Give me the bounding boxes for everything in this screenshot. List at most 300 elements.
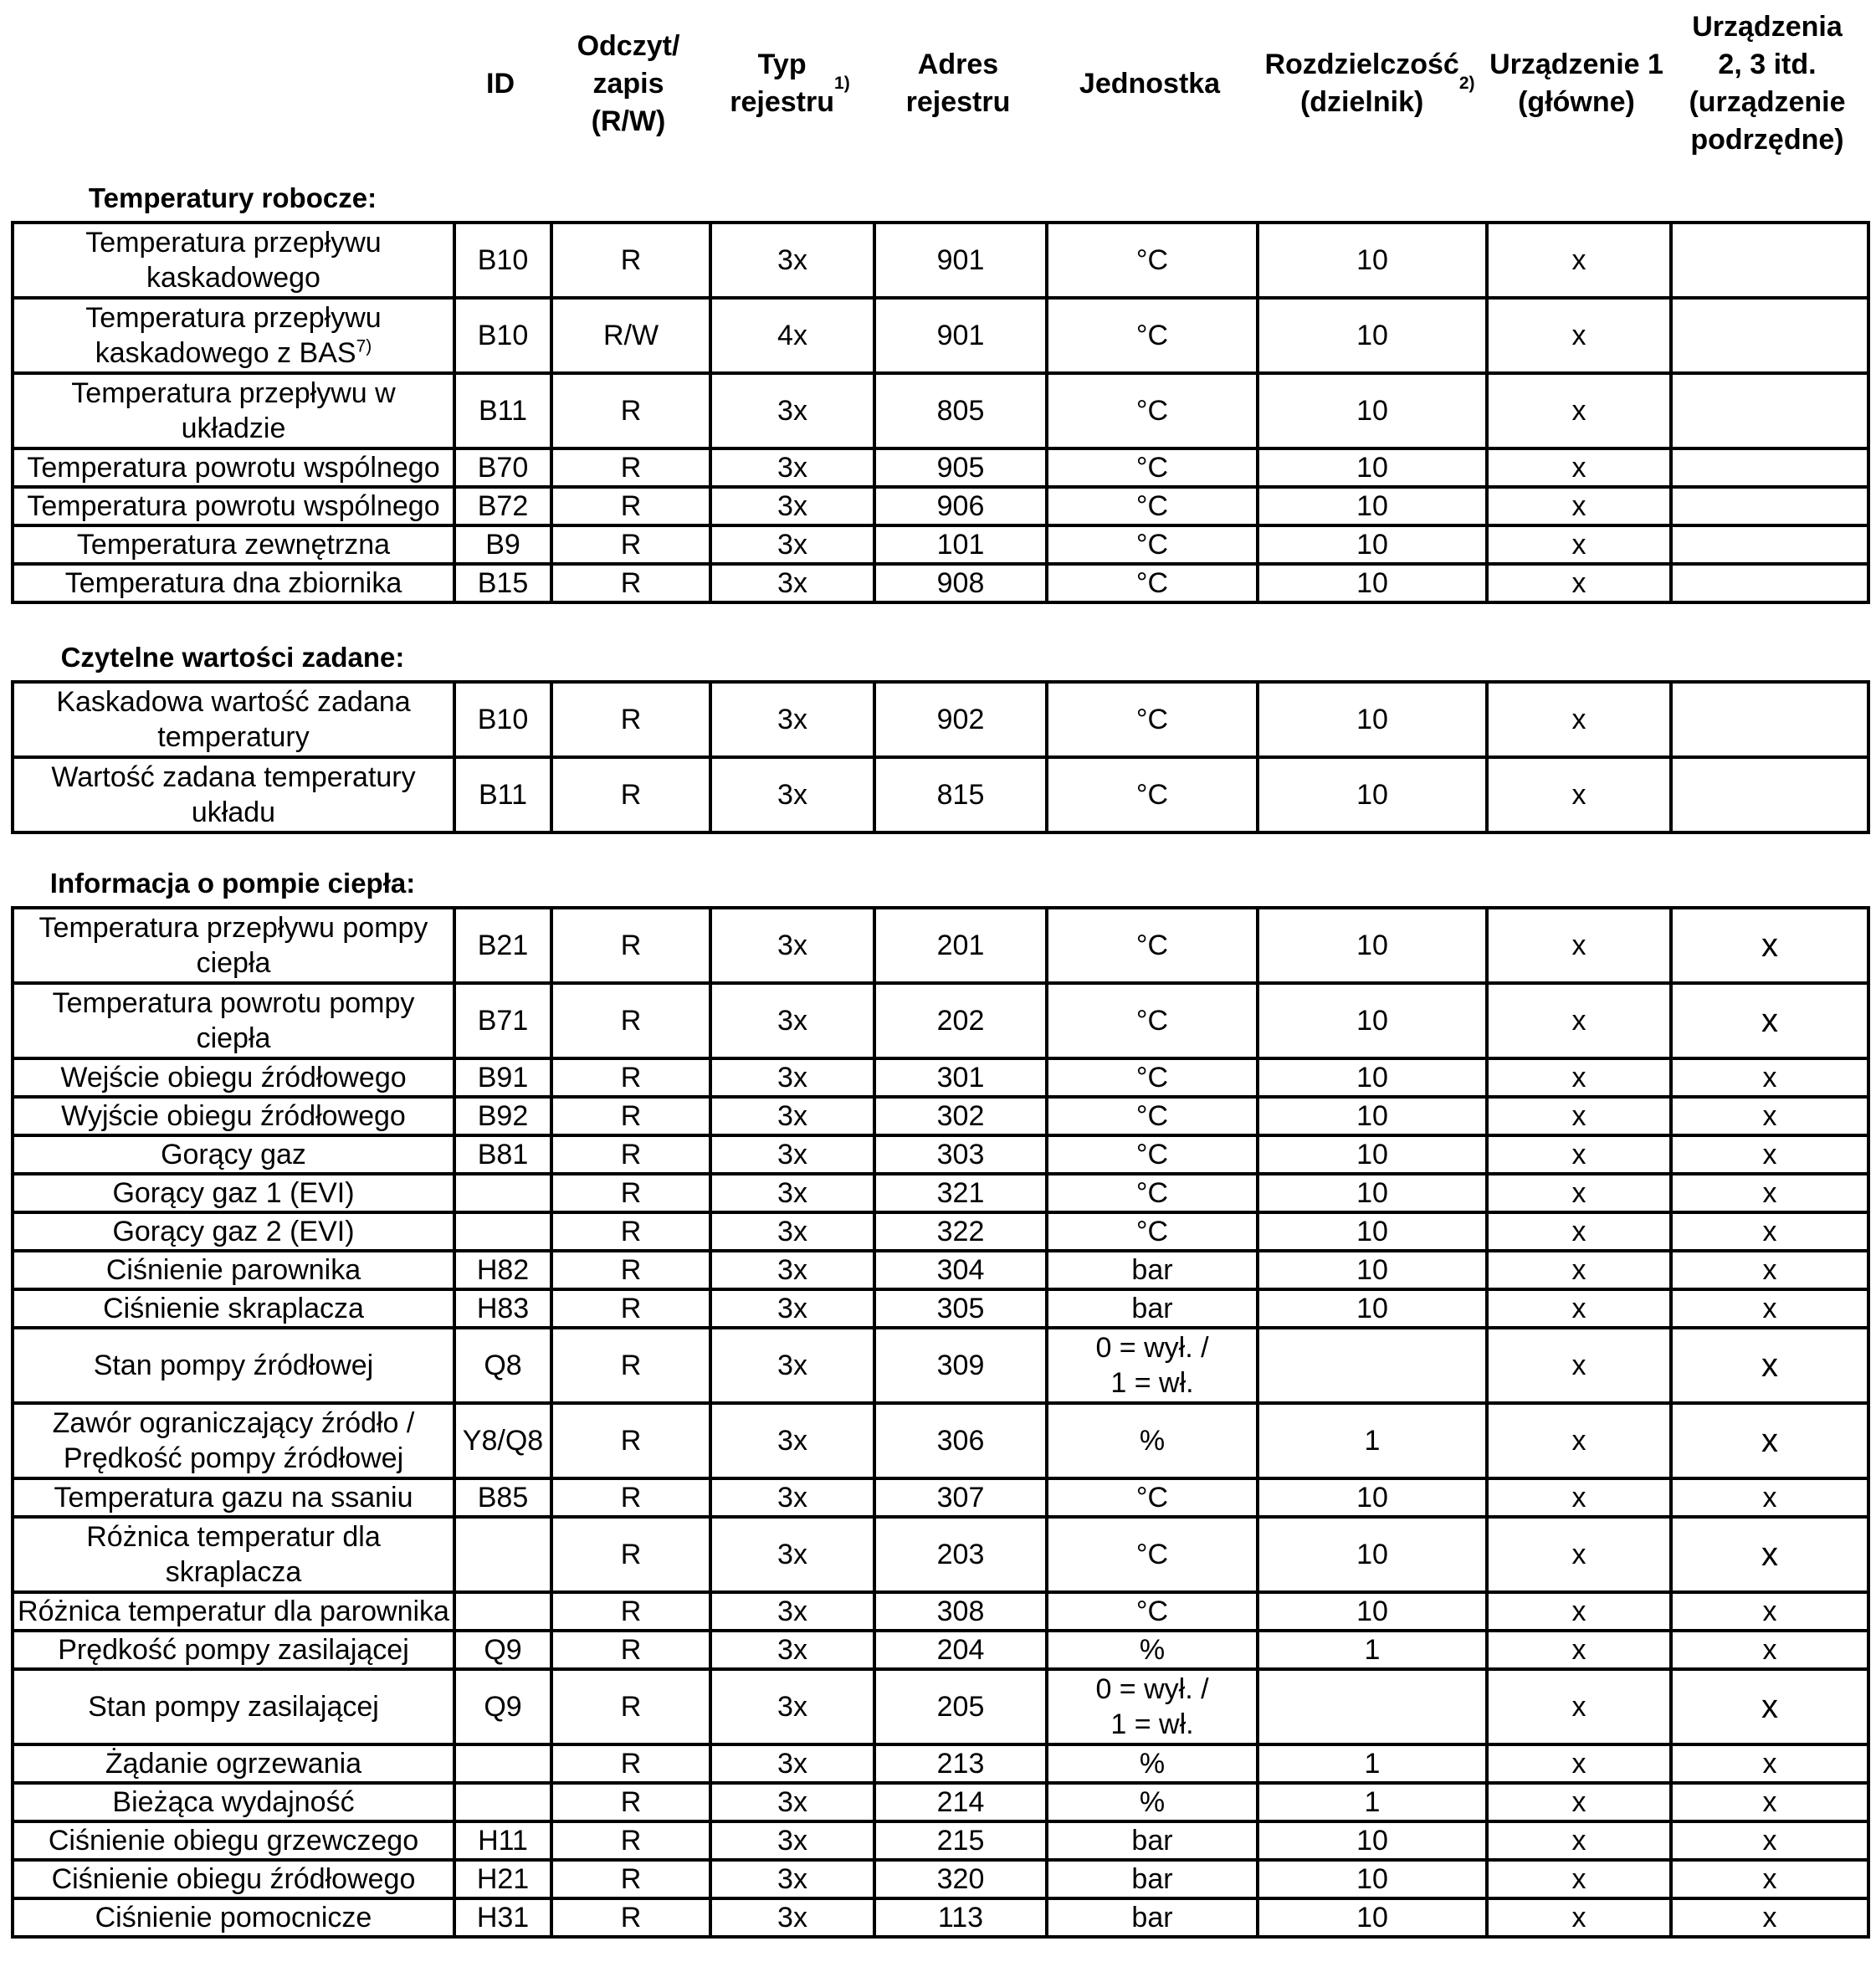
resolution-cell: 10 — [1258, 1860, 1487, 1898]
device-2-cell — [1671, 298, 1868, 373]
device-2-cell: x — [1671, 1669, 1868, 1744]
id-cell: B10 — [454, 223, 551, 298]
table-row — [13, 908, 1868, 983]
rw-cell: R — [551, 525, 710, 564]
parameter-name-cell — [13, 1783, 454, 1821]
parameter-name-cell — [13, 1517, 454, 1592]
register-address-cell: 306 — [874, 1403, 1047, 1478]
rw-cell: R — [551, 1478, 710, 1517]
id-cell: B70 — [454, 448, 551, 487]
parameter-name-cell — [13, 1744, 454, 1783]
id-cell: H21 — [454, 1860, 551, 1898]
header-rw: Odczyt/ zapis (R/W) — [577, 29, 680, 137]
parameter-name-cell — [13, 223, 454, 298]
resolution-cell: 10 — [1258, 1097, 1487, 1135]
device-1-cell: x — [1487, 1631, 1671, 1669]
id-cell — [454, 1517, 551, 1592]
resolution-cell: 10 — [1258, 448, 1487, 487]
device-1-cell: x — [1487, 1289, 1671, 1328]
resolution-cell: 10 — [1258, 223, 1487, 298]
resolution-cell — [1258, 1328, 1487, 1403]
parameter-name: Ciśnienie obiegu grzewczego — [48, 1825, 419, 1857]
id-cell — [454, 1783, 551, 1821]
register-type-cell: 3x — [710, 1592, 874, 1631]
id-cell — [454, 1212, 551, 1251]
unit-cell: °C — [1047, 525, 1258, 564]
rw-cell: R/W — [551, 298, 710, 373]
parameter-name-cell — [13, 757, 454, 832]
register-type-cell: 3x — [710, 373, 874, 448]
device-2-cell: x — [1671, 1783, 1868, 1821]
device-1-cell: x — [1487, 983, 1671, 1058]
parameter-name-cell — [13, 1212, 454, 1251]
table-row — [13, 1328, 1868, 1403]
resolution-cell: 1 — [1258, 1631, 1487, 1669]
table-row — [13, 1517, 1868, 1592]
table-row — [13, 682, 1868, 757]
register-address-cell: 201 — [874, 908, 1047, 983]
register-type-cell: 3x — [710, 1898, 874, 1937]
register-type-cell: 3x — [710, 1289, 874, 1328]
device-1-cell: x — [1487, 1898, 1671, 1937]
device-2-cell — [1671, 757, 1868, 832]
unit-cell: °C — [1047, 682, 1258, 757]
parameter-name: Temperatura przepływu pompy ciepła — [38, 912, 428, 979]
parameter-name: Temperatura zewnętrzna — [76, 529, 391, 561]
table-row — [13, 525, 1868, 564]
id-cell — [454, 1174, 551, 1212]
table-row — [13, 564, 1868, 602]
table-row — [13, 1860, 1868, 1898]
device-1-cell: x — [1487, 682, 1671, 757]
table-row — [13, 373, 1868, 448]
parameter-name: Ciśnienie pomocnicze — [95, 1902, 372, 1934]
rw-cell: R — [551, 1403, 710, 1478]
rw-cell: R — [551, 223, 710, 298]
table-row — [13, 1783, 1868, 1821]
id-cell: B92 — [454, 1097, 551, 1135]
parameter-name: Wyjście obiegu źródłowego — [61, 1100, 406, 1132]
register-type-cell: 3x — [710, 1783, 874, 1821]
parameter-name-cell — [13, 1097, 454, 1135]
register-address-cell: 304 — [874, 1251, 1047, 1289]
register-address-cell: 815 — [874, 757, 1047, 832]
id-cell: B72 — [454, 487, 551, 525]
rw-cell: R — [551, 487, 710, 525]
parameter-name: Kaskadowa wartość zadana temperatury — [56, 686, 411, 753]
device-2-cell — [1671, 223, 1868, 298]
rw-cell: R — [551, 1212, 710, 1251]
resolution-cell: 1 — [1258, 1403, 1487, 1478]
parameter-name: Temperatura dna zbiornika — [64, 567, 402, 599]
register-address-cell: 303 — [874, 1135, 1047, 1174]
table-row — [13, 1097, 1868, 1135]
register-address-cell: 302 — [874, 1097, 1047, 1135]
unit-cell: °C — [1047, 1097, 1258, 1135]
device-2-cell: x — [1671, 1478, 1868, 1517]
table-row — [13, 757, 1868, 832]
device-2-cell: x — [1671, 1289, 1868, 1328]
parameter-name-cell — [13, 298, 454, 373]
parameter-name-cell — [13, 1251, 454, 1289]
id-cell — [454, 1592, 551, 1631]
register-type-cell: 3x — [710, 757, 874, 832]
device-1-cell: x — [1487, 1097, 1671, 1135]
unit-cell: bar — [1047, 1860, 1258, 1898]
rw-cell: R — [551, 1517, 710, 1592]
footnote-ref: 7) — [356, 336, 372, 356]
table-row — [13, 1478, 1868, 1517]
device-2-cell: x — [1671, 1212, 1868, 1251]
device-2-cell — [1671, 448, 1868, 487]
table-row — [13, 1631, 1868, 1669]
register-type-cell: 3x — [710, 1860, 874, 1898]
register-address-cell: 902 — [874, 682, 1047, 757]
unit-cell: °C — [1047, 1135, 1258, 1174]
device-2-cell: x — [1671, 1097, 1868, 1135]
register-type-cell: 3x — [710, 1058, 874, 1097]
resolution-cell: 10 — [1258, 908, 1487, 983]
header-register-address: Adres rejestru — [905, 49, 1011, 118]
unit-cell: bar — [1047, 1898, 1258, 1937]
parameter-name: Gorący gaz 2 (EVI) — [112, 1216, 355, 1247]
unit-cell: % — [1047, 1403, 1258, 1478]
table-row — [13, 298, 1868, 373]
id-cell: H83 — [454, 1289, 551, 1328]
device-2-cell: x — [1671, 1744, 1868, 1783]
unit-cell: °C — [1047, 1517, 1258, 1592]
parameter-name: Ciśnienie obiegu źródłowego — [51, 1863, 416, 1895]
table-row — [13, 1251, 1868, 1289]
id-cell — [454, 1744, 551, 1783]
parameter-name: Żądanie ogrzewania — [105, 1748, 362, 1780]
device-1-cell: x — [1487, 1783, 1671, 1821]
register-type-cell: 3x — [710, 1631, 874, 1669]
device-1-cell: x — [1487, 1212, 1671, 1251]
parameter-name-cell — [13, 983, 454, 1058]
table-row — [13, 487, 1868, 525]
register-address-cell: 205 — [874, 1669, 1047, 1744]
header-unit: Jednostka — [1079, 67, 1221, 100]
device-1-cell: x — [1487, 525, 1671, 564]
resolution-cell: 10 — [1258, 1592, 1487, 1631]
parameter-name: Gorący gaz — [161, 1139, 306, 1170]
rw-cell: R — [551, 1328, 710, 1403]
unit-cell: % — [1047, 1631, 1258, 1669]
id-cell: B11 — [454, 373, 551, 448]
rw-cell: R — [551, 1821, 710, 1860]
parameter-name: Temperatura gazu na ssaniu — [54, 1482, 413, 1514]
header-resolution: Rozdzielczość (dzielnik) 2) — [1255, 0, 1484, 167]
parameter-name: Wejście obiegu źródłowego — [60, 1062, 407, 1094]
device-1-cell: x — [1487, 564, 1671, 602]
table-row — [13, 1669, 1868, 1744]
register-address-cell: 203 — [874, 1517, 1047, 1592]
header-device-2: Urządzenia 2, 3 itd. (urządzenie podrzędne) — [1689, 11, 1846, 156]
device-2-cell — [1671, 682, 1868, 757]
resolution-cell: 10 — [1258, 373, 1487, 448]
register-table — [11, 906, 1870, 1939]
resolution-cell: 1 — [1258, 1744, 1487, 1783]
table-row — [13, 1174, 1868, 1212]
resolution-cell: 10 — [1258, 1251, 1487, 1289]
parameter-name-cell — [13, 1860, 454, 1898]
resolution-cell: 10 — [1258, 1212, 1487, 1251]
id-cell: B71 — [454, 983, 551, 1058]
device-2-cell: x — [1671, 983, 1868, 1058]
id-cell: B15 — [454, 564, 551, 602]
parameter-name-cell — [13, 1898, 454, 1937]
rw-cell: R — [551, 682, 710, 757]
table-row — [13, 1821, 1868, 1860]
device-1-cell: x — [1487, 1328, 1671, 1403]
device-1-cell: x — [1487, 373, 1671, 448]
device-2-cell: x — [1671, 1592, 1868, 1631]
device-2-cell: x — [1671, 908, 1868, 983]
device-1-cell: x — [1487, 1135, 1671, 1174]
resolution-cell: 10 — [1258, 682, 1487, 757]
device-2-cell — [1671, 525, 1868, 564]
resolution-cell: 10 — [1258, 564, 1487, 602]
register-type-cell: 3x — [710, 1212, 874, 1251]
device-1-cell: x — [1487, 1174, 1671, 1212]
register-address-cell: 214 — [874, 1783, 1047, 1821]
rw-cell: R — [551, 1631, 710, 1669]
register-address-cell: 213 — [874, 1744, 1047, 1783]
parameter-name: Temperatura przepływu kaskadowego — [85, 227, 382, 294]
header-register-type: Typ rejestru 1) — [708, 0, 872, 167]
device-1-cell: x — [1487, 1821, 1671, 1860]
resolution-cell: 10 — [1258, 1058, 1487, 1097]
register-address-cell: 101 — [874, 525, 1047, 564]
id-cell: B81 — [454, 1135, 551, 1174]
register-type-cell: 3x — [710, 682, 874, 757]
header-register-type-label: Typ rejestru — [730, 49, 835, 118]
parameter-name-cell — [13, 1403, 454, 1478]
register-type-cell: 3x — [710, 223, 874, 298]
register-type-cell: 3x — [710, 1174, 874, 1212]
register-address-cell: 320 — [874, 1860, 1047, 1898]
header-device-1: Urządzenie 1 (główne) — [1489, 49, 1663, 118]
register-table — [11, 221, 1870, 604]
register-address-cell: 321 — [874, 1174, 1047, 1212]
register-address-cell: 901 — [874, 298, 1047, 373]
rw-cell: R — [551, 1058, 710, 1097]
device-2-cell: x — [1671, 1135, 1868, 1174]
device-1-cell: x — [1487, 298, 1671, 373]
device-2-cell: x — [1671, 1821, 1868, 1860]
id-cell: Q8 — [454, 1328, 551, 1403]
section-title: Temperatury robocze: — [88, 182, 377, 213]
register-type-cell: 3x — [710, 1328, 874, 1403]
parameter-name: Temperatura powrotu wspólnego — [27, 452, 440, 484]
unit-cell: % — [1047, 1783, 1258, 1821]
device-2-cell — [1671, 487, 1868, 525]
register-type-cell: 3x — [710, 1669, 874, 1744]
rw-cell: R — [551, 1860, 710, 1898]
register-type-cell: 3x — [710, 1251, 874, 1289]
device-2-cell — [1671, 564, 1868, 602]
section-title: Informacja o pompie ciepła: — [49, 868, 416, 899]
parameter-name: Temperatura powrotu pompy ciepła — [52, 987, 415, 1054]
device-1-cell: x — [1487, 1478, 1671, 1517]
header-id: ID — [486, 67, 515, 100]
register-address-cell: 307 — [874, 1478, 1047, 1517]
unit-cell: °C — [1047, 1174, 1258, 1212]
rw-cell: R — [551, 1592, 710, 1631]
resolution-cell: 10 — [1258, 757, 1487, 832]
register-address-cell: 301 — [874, 1058, 1047, 1097]
parameter-name-cell — [13, 1631, 454, 1669]
device-2-cell: x — [1671, 1328, 1868, 1403]
rw-cell: R — [551, 1744, 710, 1783]
parameter-name: Różnica temperatur dla parownika — [18, 1596, 449, 1627]
unit-cell: °C — [1047, 983, 1258, 1058]
register-type-cell: 3x — [710, 1097, 874, 1135]
parameter-name-cell — [13, 1135, 454, 1174]
device-2-cell: x — [1671, 1058, 1868, 1097]
parameter-name-cell — [13, 908, 454, 983]
device-1-cell: x — [1487, 1860, 1671, 1898]
parameter-name: Temperatura powrotu wspólnego — [27, 490, 440, 522]
rw-cell: R — [551, 1289, 710, 1328]
parameter-name: Stan pompy źródłowej — [93, 1350, 374, 1381]
device-1-cell: x — [1487, 1251, 1671, 1289]
unit-cell: °C — [1047, 448, 1258, 487]
rw-cell: R — [551, 908, 710, 983]
device-1-cell: x — [1487, 448, 1671, 487]
unit-cell: °C — [1047, 487, 1258, 525]
register-address-cell: 305 — [874, 1289, 1047, 1328]
unit-cell: 0 = wył. / 1 = wł. — [1047, 1328, 1258, 1403]
register-type-cell: 4x — [710, 298, 874, 373]
rw-cell: R — [551, 1783, 710, 1821]
register-address-cell: 901 — [874, 223, 1047, 298]
table-row — [13, 223, 1868, 298]
device-2-cell: x — [1671, 1174, 1868, 1212]
resolution-cell: 10 — [1258, 1821, 1487, 1860]
resolution-cell: 10 — [1258, 1135, 1487, 1174]
register-address-cell: 204 — [874, 1631, 1047, 1669]
resolution-cell: 10 — [1258, 1174, 1487, 1212]
table-row — [13, 1592, 1868, 1631]
register-type-cell: 3x — [710, 1478, 874, 1517]
register-type-cell: 3x — [710, 1821, 874, 1860]
parameter-name-cell — [13, 525, 454, 564]
register-address-cell: 805 — [874, 373, 1047, 448]
unit-cell: °C — [1047, 908, 1258, 983]
unit-cell: °C — [1047, 1212, 1258, 1251]
device-1-cell: x — [1487, 1744, 1671, 1783]
register-address-cell: 905 — [874, 448, 1047, 487]
parameter-name-cell — [13, 1821, 454, 1860]
device-1-cell: x — [1487, 1669, 1671, 1744]
id-cell: B85 — [454, 1478, 551, 1517]
register-address-cell: 908 — [874, 564, 1047, 602]
resolution-cell: 10 — [1258, 525, 1487, 564]
id-cell: B10 — [454, 682, 551, 757]
parameter-name-cell — [13, 487, 454, 525]
register-type-cell: 3x — [710, 525, 874, 564]
register-type-cell: 3x — [710, 1135, 874, 1174]
device-1-cell: x — [1487, 223, 1671, 298]
table-row — [13, 1135, 1868, 1174]
rw-cell: R — [551, 1097, 710, 1135]
resolution-cell: 10 — [1258, 1289, 1487, 1328]
register-address-cell: 906 — [874, 487, 1047, 525]
id-cell: B91 — [454, 1058, 551, 1097]
table-row — [13, 1744, 1868, 1783]
table-row — [13, 1212, 1868, 1251]
register-type-cell: 3x — [710, 983, 874, 1058]
parameter-name: Bieżąca wydajność — [112, 1786, 355, 1818]
rw-cell: R — [551, 1251, 710, 1289]
unit-cell: °C — [1047, 298, 1258, 373]
device-2-cell: x — [1671, 1898, 1868, 1937]
parameter-name: Ciśnienie skraplacza — [103, 1293, 364, 1324]
id-cell: H82 — [454, 1251, 551, 1289]
unit-cell: % — [1047, 1744, 1258, 1783]
rw-cell: R — [551, 757, 710, 832]
unit-cell: °C — [1047, 223, 1258, 298]
parameter-name-cell — [13, 1478, 454, 1517]
device-2-cell — [1671, 373, 1868, 448]
unit-cell: °C — [1047, 373, 1258, 448]
table-row — [13, 1289, 1868, 1328]
device-2-cell: x — [1671, 1631, 1868, 1669]
table-row — [13, 448, 1868, 487]
parameter-name-cell — [13, 373, 454, 448]
device-1-cell: x — [1487, 1058, 1671, 1097]
unit-cell: bar — [1047, 1821, 1258, 1860]
device-2-cell: x — [1671, 1517, 1868, 1592]
parameter-name: Stan pompy zasilającej — [88, 1691, 379, 1723]
rw-cell: R — [551, 564, 710, 602]
device-1-cell: x — [1487, 487, 1671, 525]
register-type-cell: 3x — [710, 487, 874, 525]
register-address-cell: 215 — [874, 1821, 1047, 1860]
id-cell: B21 — [454, 908, 551, 983]
id-cell: Q9 — [454, 1631, 551, 1669]
header-resolution-label: Rozdzielczość (dzielnik) — [1264, 49, 1459, 118]
id-cell: B9 — [454, 525, 551, 564]
device-2-cell: x — [1671, 1403, 1868, 1478]
device-1-cell: x — [1487, 1592, 1671, 1631]
resolution-cell: 10 — [1258, 1898, 1487, 1937]
register-address-cell: 322 — [874, 1212, 1047, 1251]
parameter-name-cell — [13, 1174, 454, 1212]
register-type-cell: 3x — [710, 448, 874, 487]
parameter-name: Temperatura przepływu w układzie — [71, 377, 396, 444]
table-row — [13, 983, 1868, 1058]
parameter-name: Prędkość pompy zasilającej — [58, 1634, 409, 1666]
parameter-name-cell — [13, 682, 454, 757]
device-1-cell: x — [1487, 1517, 1671, 1592]
device-2-cell: x — [1671, 1860, 1868, 1898]
parameter-name-cell — [13, 564, 454, 602]
resolution-cell: 10 — [1258, 298, 1487, 373]
id-cell: Q9 — [454, 1669, 551, 1744]
unit-cell: °C — [1047, 1058, 1258, 1097]
resolution-cell: 10 — [1258, 487, 1487, 525]
rw-cell: R — [551, 1174, 710, 1212]
parameter-name-cell — [13, 1289, 454, 1328]
parameter-name-cell — [13, 448, 454, 487]
rw-cell: R — [551, 373, 710, 448]
section-title: Czytelne wartości zadane: — [60, 642, 405, 673]
parameter-name: Gorący gaz 1 (EVI) — [112, 1177, 355, 1209]
register-type-cell: 3x — [710, 908, 874, 983]
